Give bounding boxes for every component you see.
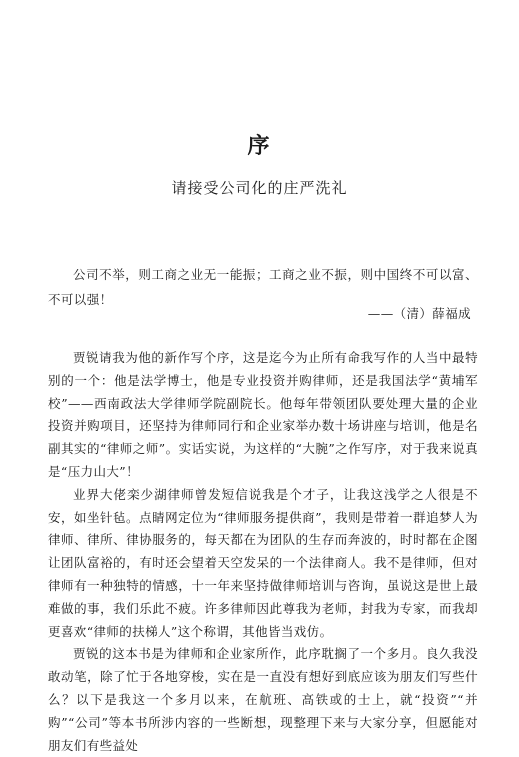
preface-title: 序 [247, 133, 272, 159]
epigraph-attribution: ——（清）薛福成 [367, 306, 471, 321]
epigraph-quote: 公司不举，则工商之业无一能振；工商之业不振，则中国终不可以富、不可以强！ [48, 267, 478, 307]
paragraph: 业界大佬栾少湖律师曾发短信说我是个才子，让我这浅学之人很是不安，如坐针毡。点睛网定位为“律师服务提供商”，我则是带着一群追梦人为律师、律所、律协服务的，每天都在为团队的生存而奔波的，时时都在企图让团队富裕的，有时还会望着天空发呆的一个法律商人。我不是律师，但对律师有一种独特的情感，十一年来坚持做律师培训与咨询，虽说这是世上最难做的事，我们乐此不疲。许多律师因此尊我为老师，封我为专家，而我却更喜欢“律师的扶梯人”这个称谓，其他皆当戏仿。 [48, 486, 478, 639]
paragraph: 贾锐的这本书是为律师和企业家所作，此序耽搁了一个多月。良久我没敢动笔，除了忙于各地穿梭，实在是一直没有想好到底应该为朋友们写些什么？以下是我这一个多月以来，在航班、高铁或的士上，就“投资”“并购”“公司”等本书所涉内容的一些断想，现整理下来与大家分享，但愿能对朋友们有些益处 [48, 646, 478, 753]
paragraph: 贾锐请我为他的新作写个序，这是迄今为止所有命我写作的人当中最特别的一个：他是法学博士，他是专业投资并购律师，还是我国法学“黄埔军校”——西南政法大学律师学院副院长。他每年带领团队要处理大量的企业投资并购项目，还坚持为律师同行和企业家举办数十场讲座与培训，他是名副其实的“律师之师”。实话实说，为这样的“大腕”之作写序，对于我来说真是“压力山大”！ [48, 350, 478, 479]
preface-body [48, 347, 478, 757]
preface-subtitle: 请接受公司化的庄严洗礼 [171, 179, 348, 197]
